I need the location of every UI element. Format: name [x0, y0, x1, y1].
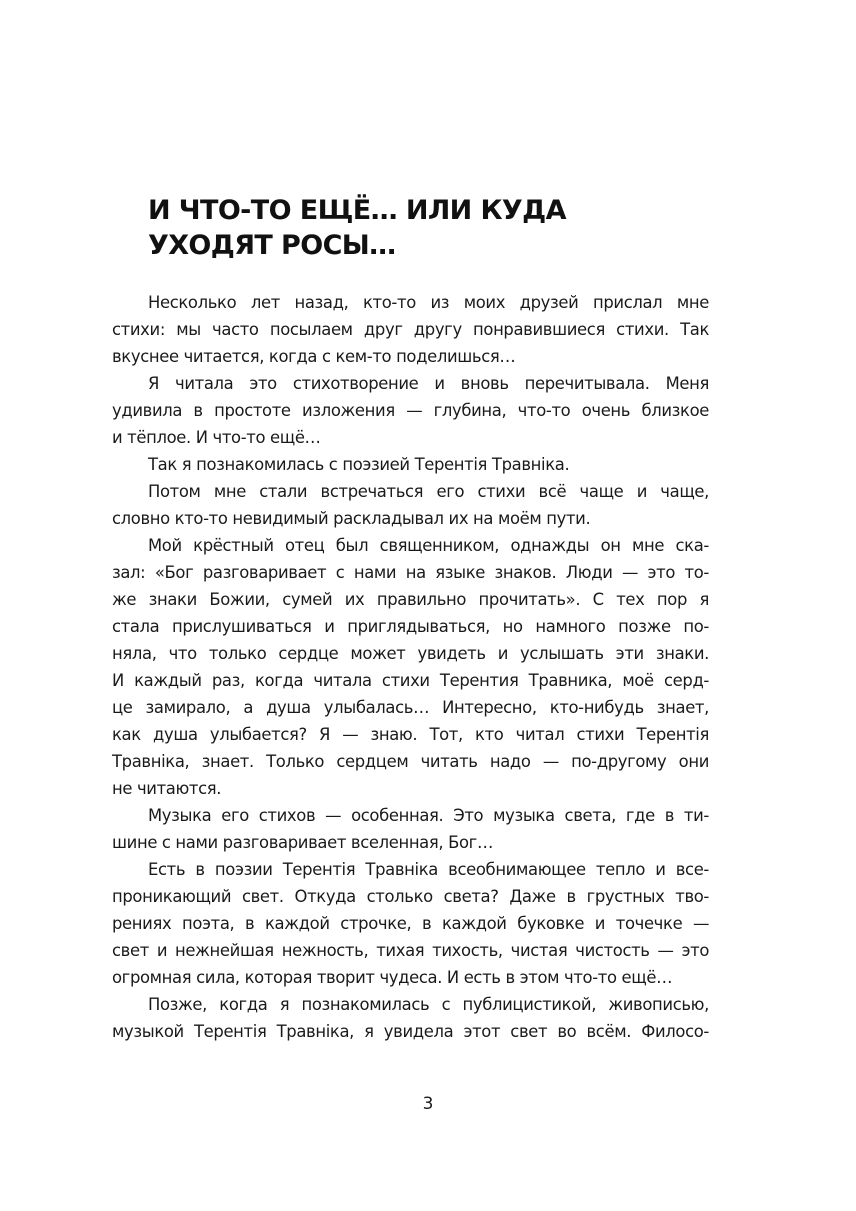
text-line: це замирало, а душа улыбалась… Интересно, кто-нибудь знает, — [112, 698, 709, 717]
chapter-title — [148, 193, 728, 263]
text-line: огромная сила, которая творит чудеса. И есть в этом что-то ещё… — [112, 968, 673, 987]
page-number: 3 — [422, 1094, 434, 1114]
chapter-title-line-2: УХОДЯТ РОСЫ… — [148, 230, 396, 261]
body-text — [112, 289, 709, 1045]
text-line: Так я познакомилась с поэзией Терентiя Травнiка. — [148, 455, 570, 474]
text-line: Мой крёстный отец был священником, однажды он мне ска- — [148, 536, 709, 555]
text-line: Я читала это стихотворение и вновь перечитывала. Меня — [148, 374, 709, 393]
text-line: И каждый раз, когда читала стихи Терентия Травника, моё серд- — [112, 671, 709, 690]
text-line: удивила в простоте изложения — глубина, что-то очень близкое — [112, 401, 709, 420]
text-line: стала прислушиваться и приглядываться, но намного позже по- — [112, 617, 709, 636]
text-line: шине с нами разговаривает вселенная, Бог… — [112, 833, 493, 852]
text-line: не читаются. — [112, 779, 222, 798]
chapter-title-line-1: И ЧТО-ТО ЕЩЁ… ИЛИ КУДА — [148, 195, 566, 226]
text-line: словно кто-то невидимый раскладывал их на моём пути. — [112, 509, 591, 528]
text-line: же знаки Божии, сумей их правильно прочитать». С тех пор я — [112, 590, 709, 609]
text-line: Музыка его стихов — особенная. Это музыка света, где в ти- — [148, 806, 709, 825]
text-line: няла, что только сердце может увидеть и услышать эти знаки. — [112, 644, 709, 663]
text-line: и тёплое. И что-то ещё… — [112, 428, 321, 447]
text-line: Несколько лет назад, кто-то из моих друзей прислал мне — [148, 293, 709, 312]
text-line: Травнiка, знает. Только сердцем читать надо — по-другому они — [112, 752, 709, 771]
text-line: музыкой Терентiя Травнiка, я увидела этот свет во всём. Филосо- — [112, 1022, 709, 1041]
text-line: свет и нежнейшая нежность, тихая тихость, чистая чистость — это — [112, 941, 709, 960]
text-line: проникающий свет. Откуда столько света? Даже в грустных тво- — [112, 887, 709, 906]
text-line: стихи: мы часто посылаем друг другу понравившиеся стихи. Так — [112, 320, 709, 339]
text-line: Потом мне стали встречаться его стихи всё чаще и чаще, — [148, 482, 709, 501]
text-line: вкуснее читается, когда с кем-то поделишься… — [112, 347, 516, 366]
text-line: зал: «Бог разговаривает с нами на языке знаков. Люди — это то- — [112, 563, 709, 582]
text-line: как душа улыбается? Я — знаю. Тот, кто читал стихи Терентiя — [112, 725, 709, 744]
text-line: рениях поэта, в каждой строчке, в каждой буковке и точечке — — [112, 914, 709, 933]
text-line: Есть в поэзии Терентiя Травнiка всеобнимающее тепло и все- — [148, 860, 709, 879]
text-line: Позже, когда я познакомилась с публицистикой, живописью, — [148, 995, 709, 1014]
